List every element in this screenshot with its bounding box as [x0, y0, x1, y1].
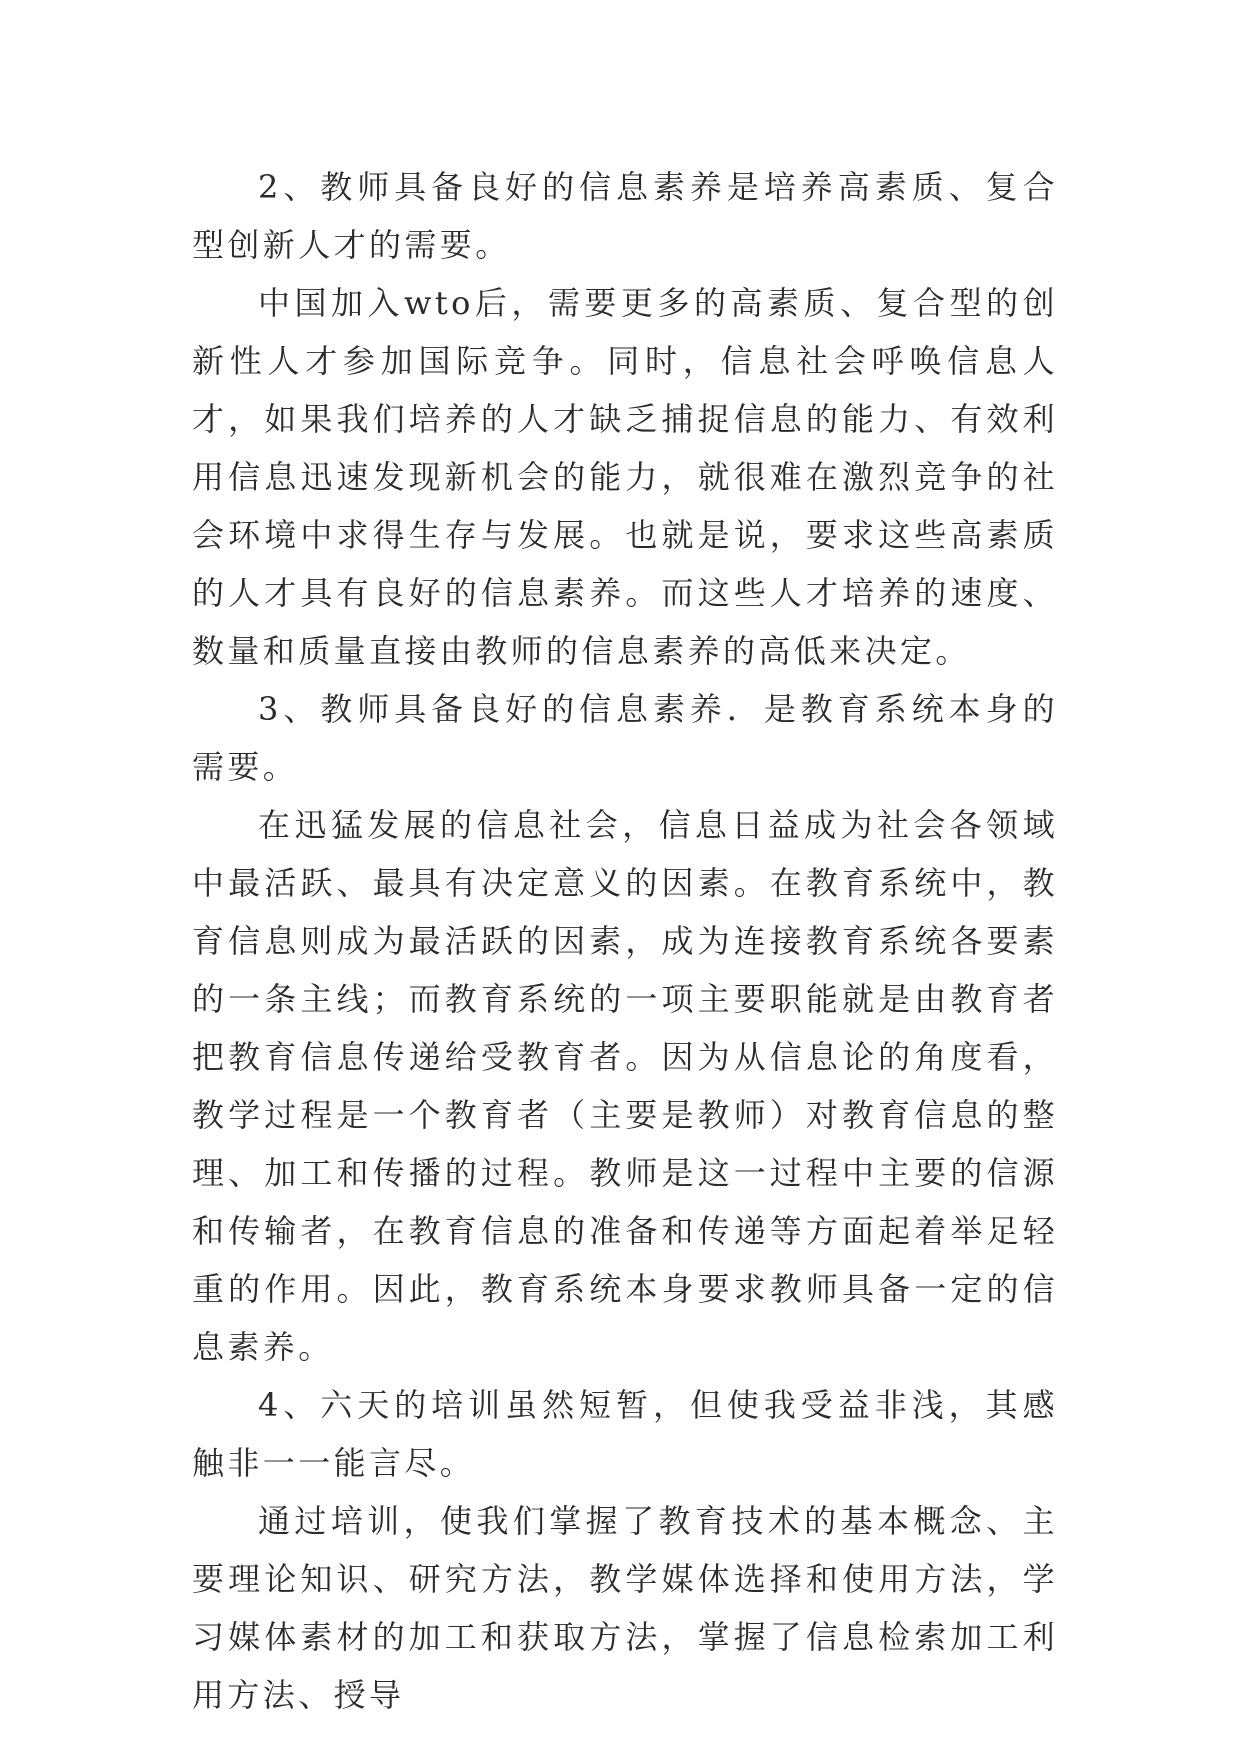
paragraph-point-3-heading: 3、教师具备良好的信息素养．是教育系统本身的需要。	[192, 690, 1058, 786]
paragraph-point-4-heading: 4、六天的培训虽然短暂，但使我受益非浅，其感触非一一能言尽。	[192, 1386, 1058, 1482]
paragraph-education-system: 在迅猛发展的信息社会，信息日益成为社会各领域中最活跃、最具有决定意义的因素。在教育系统中，教育信息则成为最活跃的因素，成为连接教育系统各要素的一条主线；而教育系统的一项主要职能就是由教育者把教育信息传递给受教育者。因为从信息论的角度看，教学过程是一个教育者（主要是教师）对教育信息的整理、加工和传播的过程。教师是这一过程中主要的信源和传输者，在教育信息的准备和传递等方面起着举足轻重的作用。因此，教育系统本身要求教师具备一定的信息素养。	[192, 806, 1058, 1366]
paragraph-wto-talent: 中国加入wto后，需要更多的高素质、复合型的创新性人才参加国际竞争。同时，信息社会呼唤信息人才，如果我们培养的人才缺乏捕捉信息的能力、有效利用信息迅速发现新机会的能力，就很难在激烈竞争的社会环境中求得生存与发展。也就是说，要求这些高素质的人才具有良好的信息素养。而这些人才培养的速度、数量和质量直接由教师的信息素养的高低来决定。	[192, 284, 1058, 670]
document-body	[192, 158, 1058, 1724]
paragraph-training-outcomes: 通过培训，使我们掌握了教育技术的基本概念、主要理论知识、研究方法，教学媒体选择和使用方法，学习媒体素材的加工和获取方法，掌握了信息检索加工利用方法、授导	[192, 1502, 1058, 1714]
paragraph-point-2-heading: 2、教师具备良好的信息素养是培养高素质、复合型创新人才的需要。	[192, 168, 1058, 264]
